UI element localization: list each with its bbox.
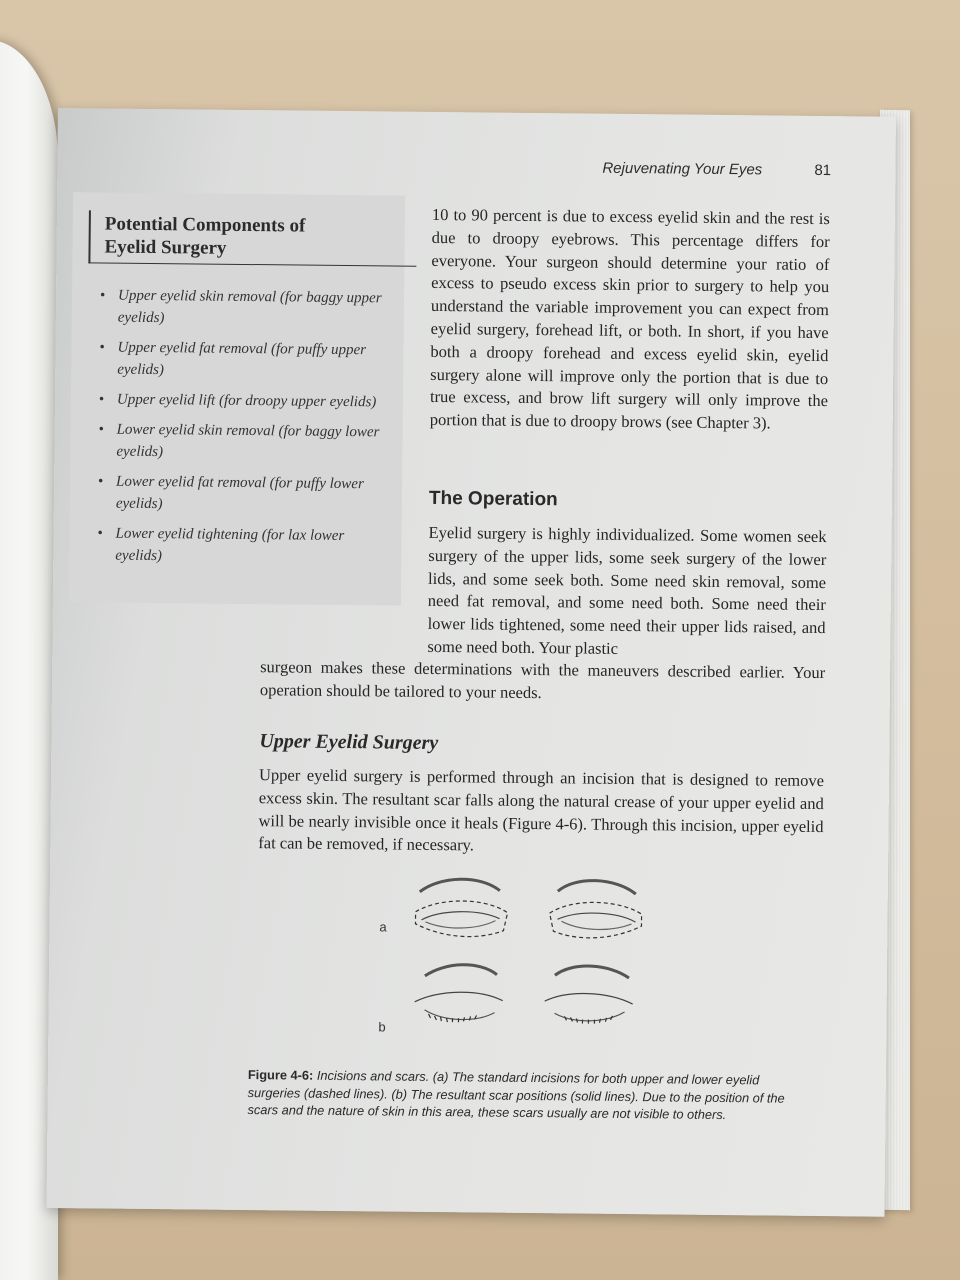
list-item: • Lower eyelid tightening (for lax lower eyelids) xyxy=(95,522,385,569)
sidebar-box xyxy=(69,192,405,605)
figure-caption-text: Incisions and scars. (a) The standard incisions for both upper and lower eyelid surgeries (dashed lines). (b) The resultant scar positions (solid lines). Due to the position of the scars and the nature of skin in this area, these scars usually are not visible to others. xyxy=(247,1067,785,1123)
eyelid-figure xyxy=(378,871,670,1054)
figure-label-a: a xyxy=(379,919,387,935)
operation-heading: The Operation xyxy=(428,487,558,511)
sidebar-title-line2: Eyelid Surgery xyxy=(104,236,227,259)
eye-b-right xyxy=(544,966,633,1024)
upper-eyelid-heading: Upper Eyelid Surgery xyxy=(259,730,439,755)
list-item: • Upper eyelid fat removal (for puffy upper eyelids) xyxy=(97,336,387,383)
sidebar-title xyxy=(104,212,416,261)
sidebar-title-block xyxy=(88,210,417,266)
eye-a-left xyxy=(415,879,508,937)
figure-caption-label: Figure 4-6: xyxy=(247,1067,314,1083)
eyelid-illustration xyxy=(378,871,670,1054)
list-item: • Lower eyelid skin removal (for baggy lower eyelids) xyxy=(96,418,386,465)
figure-caption xyxy=(247,1066,808,1124)
operation-paragraph-b: surgeon makes these determinations with the maneuvers described earlier. Your operation should be tailored to your needs. xyxy=(259,657,826,702)
list-item: • Upper eyelid lift (for droopy upper eyelids) xyxy=(97,388,387,413)
running-title: Rejuvenating Your Eyes xyxy=(602,159,763,179)
upper-eyelid-paragraph: Upper eyelid surgery is performed through an incision that is designed to remove excess skin. The resultant scar falls along the natural crease of your upper eyelid and will be nearly invisible once it heals (Figure 4-6). Through this incision, upper eyelid fat can be removed, if necessary. xyxy=(258,765,825,855)
figure-label-b: b xyxy=(378,1019,386,1035)
book-page xyxy=(46,108,895,1217)
page-number: 81 xyxy=(814,161,832,180)
operation-paragraph-a: Eyelid surgery is highly individualized. Some women seek surgery of the upper lids, some seek surgery of the lower lids, and some seek both. Some need skin removal, some need fat removal, and some need both. Some need their lower lids tightened, some need their upper lids raised, and some need both. Your plastic xyxy=(427,522,827,658)
eye-a-right xyxy=(549,880,642,938)
sidebar-list xyxy=(95,284,388,577)
eye-b-left xyxy=(414,964,503,1022)
intro-paragraph: 10 to 90 percent is due to excess eyelid skin and the rest is due to droopy eyebrows. This percentage differs for everyone. Your surgeon should determine your ratio of excess to pseudo excess skin prior to surgery to help you understand the variable improvement you can expect from eyelid surgery, forehead lift, or both. In short, if you have both a droopy forehead and excess eyelid skin, eyelid surgery alone will improve only the portion that is due to true excess, and brow lift surgery will only improve the portion that is due to droopy brows (see Chapter 3). xyxy=(429,204,830,433)
list-item: • Upper eyelid skin removal (for baggy upper eyelids) xyxy=(98,284,388,331)
running-header xyxy=(602,160,832,179)
list-item: • Lower eyelid fat removal (for puffy lower eyelids) xyxy=(96,470,386,517)
sidebar-title-line1: Potential Components of xyxy=(104,213,306,237)
